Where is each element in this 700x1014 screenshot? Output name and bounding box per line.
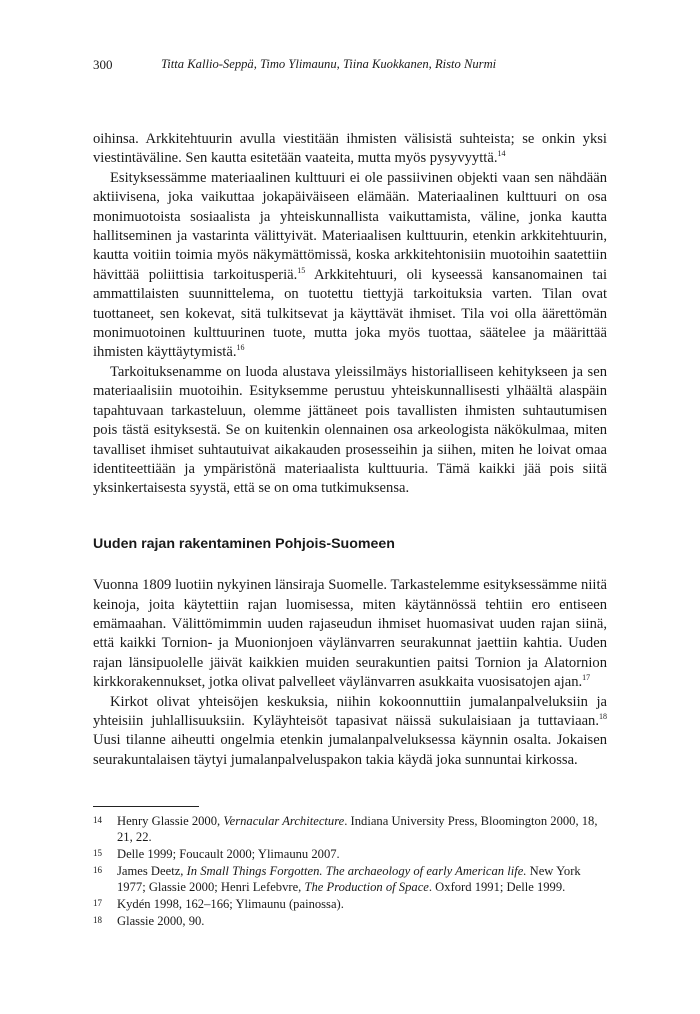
page-header — [93, 57, 607, 75]
footnote-text — [117, 846, 607, 862]
footnote-number: 18 — [93, 915, 102, 925]
footnote-reference: 18 — [599, 711, 607, 721]
italic-title: Vernacular Architecture — [223, 814, 345, 828]
italic-title: The Production of Space — [304, 880, 429, 894]
footnote-number: 16 — [93, 865, 102, 875]
text-run: Arkkitehtuuri, oli kyseessä kansanomainen tai ammattilaisten suunnittelema, on tuotettu tiettyjä tarkoituksia varten. Tilan ovat tuottaneet, sen kokevat, sitä tulkitsevat ja käyttävät ihmiset. Tila voi olla äärettömän monimuotoinen kulttuurinen tuote, mutta joka myös tuottaa, säätelee ja määrittää ihmisten käyttäytymistä. — [93, 266, 607, 361]
paragraph — [93, 169, 607, 363]
text-run: Kydén 1998, 162–166; Ylimaunu (painossa). — [117, 897, 344, 911]
paragraph — [93, 363, 607, 499]
running-head-authors: Titta Kallio-Seppä, Timo Ylimaunu, Tiina Kuokkanen, Risto Nurmi — [161, 57, 497, 71]
intro-paragraphs — [93, 130, 607, 499]
section-heading: Uuden rajan rakentaminen Pohjois-Suomeen — [93, 535, 395, 552]
footnote — [93, 813, 607, 845]
footnote — [93, 846, 607, 862]
page-number: 300 — [93, 57, 113, 72]
footnote-reference: 14 — [497, 149, 506, 159]
text-run: Tarkoituksenamme on luoda alustava yleissilmäys historialliseen kehitykseen ja sen materiaalisiin muotoihin. Esityksemme perustuu yhteiskunnallisesti ylhäältä alaspäin tapahtuvaan tarkasteluun, olemme jättäneet pois tavallisten ihmisten suhtautumisen pois tästä esityksestä. Se on kuitenkin olennainen osa arkeologista näkökulmaa, miten tavalliset ihmiset suhtautuivat aikakauden prosesseihin ja siihen, miten he loivat omaa identiteettiään ja ympäristönä materiaalista kulttuuria. Tämä kaikki jää pois siitä yksinkertaisesta syystä, että se on oma tutkimuksensa. — [93, 363, 607, 497]
footnote-reference: 16 — [236, 343, 245, 353]
text-run: . Oxford 1991; Delle 1999. — [428, 880, 566, 894]
footnote-text — [117, 896, 607, 912]
section-paragraphs — [93, 576, 607, 770]
footnote-text — [117, 863, 607, 895]
italic-title: In Small Things Forgotten. The archaeology of early American life. — [186, 864, 527, 878]
footnote — [93, 913, 607, 929]
footnote — [93, 863, 607, 895]
footnote-reference: 17 — [582, 673, 591, 683]
text-run: Esityksessämme materiaalinen kulttuuri ei ole passiivinen objekti vaan sen nähdään aktiivisena, joka vaikuttaa jokapäiväiseen elämään. Materiaalinen kulttuuri on osa monimuotoista sosiaalista ja yhteiskunnallista vaikuttamista, väline, jonka kautta hallitseminen ja vastarinta välittyivät. Materiaalisen kulttuurin, etenkin arkkitehtuurin, kautta voitiin toimia myös näkymättömissä, koska arkkitehtonisiin muotoihin saatettiin hävittää poliittisia tarkoitusperiä. — [93, 169, 607, 283]
text-run: Henry Glassie 2000, — [117, 814, 224, 828]
footnote-number: 14 — [93, 815, 102, 825]
footnote — [93, 896, 607, 912]
text-run: oihinsa. Arkkitehtuurin avulla viestitään ihmisten välisistä suhteista; se onkin yksi viestintäväline. Sen kautta esitetään vaateita, mutta myös pysyvyyttä. — [93, 131, 607, 167]
text-run: Glassie 2000, 90. — [117, 914, 205, 928]
body-text — [93, 130, 607, 770]
footnote-number: 15 — [93, 848, 102, 858]
paragraph — [93, 576, 607, 692]
paragraph — [93, 130, 607, 169]
footnote-number: 17 — [93, 898, 102, 908]
text-run: New York 1977; Glassie 2000; Henri Lefebvre, — [117, 864, 581, 894]
text-run: James Deetz, — [117, 864, 187, 878]
text-run: Kirkot olivat yhteisöjen keskuksia, niihin kokoonnuttiin jumalanpalveluksiin ja yhteisiin juhlallisuuksiin. Kyläyhteisöt tapasivat näissä sukulaisiaan ja tuttaviaan. — [93, 693, 607, 729]
text-run: . Indiana University Press, Bloomington 2000, 18, 21, 22. — [117, 814, 598, 844]
paragraph — [93, 693, 607, 771]
text-run: Vuonna 1809 luotiin nykyinen länsiraja Suomelle. Tarkastelemme esityksessämme niitä keinoja, joita käytettiin rajan luomisessa, miten käytännössä tehtiin ero entiseen emämaahan. Välittömimmin uuden rajaseudun ihmiset huomasivat uuden rajan siinä, että kaikki Tornion- ja Muonionjoen väylänvarren seurakunnat jaettiin kahtia. Uuden rajan länsipuolelle jäivät kaikkien muiden seurakuntien paitsi Tornion ja Alatornion kirkkorakennukset, jotka olivat palvelleet väylänvarren asukkaita vuosisatojen ajan. — [93, 577, 607, 691]
footnote-text — [117, 913, 607, 929]
footnote-text — [117, 813, 607, 845]
text-run: Uusi tilanne aiheutti ongelmia etenkin jumalanpalveluksessa käynnin osalta. Jokaisen seurakuntalaisen täytyi jumalanpalveluspakon takia käydä joka sunnuntai kirkossa. — [93, 732, 607, 768]
text-run: Delle 1999; Foucault 2000; Ylimaunu 2007. — [117, 847, 340, 861]
footnotes — [93, 806, 607, 930]
footnote-rule — [93, 806, 199, 807]
footnote-reference: 15 — [297, 265, 306, 275]
footnote-list — [93, 813, 607, 929]
